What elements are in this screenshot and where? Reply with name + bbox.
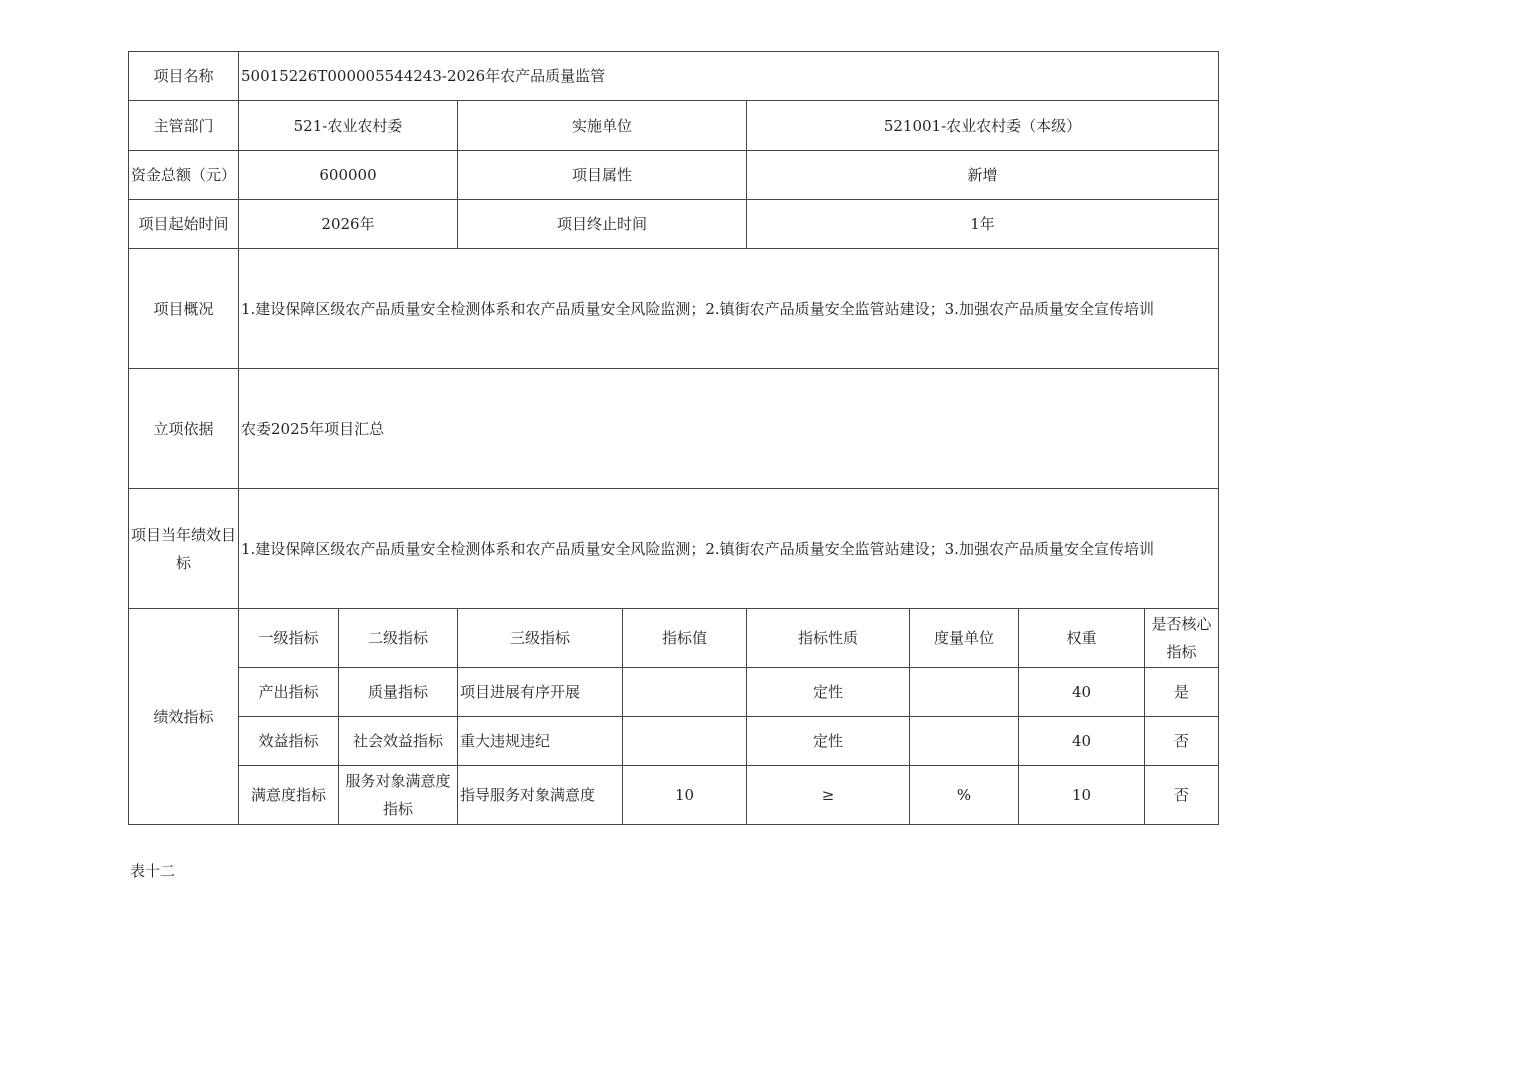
header-core: 是否核心指标 (1145, 609, 1219, 668)
row-annual-goal (129, 489, 1219, 609)
row-department (129, 101, 1219, 151)
header-level3: 三级指标 (458, 609, 623, 668)
cell-level3: 项目进展有序开展 (458, 668, 623, 717)
performance-indicators-label: 绩效指标 (129, 609, 239, 825)
project-name-value: 50015226T000005544243-2026年农产品质量监管 (239, 52, 1219, 101)
end-time-value: 1年 (747, 200, 1219, 249)
cell-weight: 40 (1019, 717, 1145, 766)
cell-level2: 服务对象满意度指标 (339, 766, 458, 825)
cell-indicator-nature: ≥ (747, 766, 910, 825)
cell-level1: 效益指标 (239, 717, 339, 766)
project-attribute-value: 新增 (747, 151, 1219, 200)
indicator-row (129, 717, 1219, 766)
start-time-value: 2026年 (239, 200, 458, 249)
basis-label: 立项依据 (129, 369, 239, 489)
cell-core: 否 (1145, 717, 1219, 766)
header-level2: 二级指标 (339, 609, 458, 668)
row-overview (129, 249, 1219, 369)
department-label: 主管部门 (129, 101, 239, 151)
implementing-unit-value: 521001-农业农村委（本级） (747, 101, 1219, 151)
cell-unit (910, 668, 1019, 717)
cell-core: 否 (1145, 766, 1219, 825)
header-unit: 度量单位 (910, 609, 1019, 668)
fund-total-label: 资金总额（元） (129, 151, 239, 200)
end-time-label: 项目终止时间 (458, 200, 747, 249)
row-project-name (129, 52, 1219, 101)
cell-level1: 满意度指标 (239, 766, 339, 825)
project-performance-table (128, 51, 1219, 825)
annual-goal-label: 项目当年绩效目标 (129, 489, 239, 609)
cell-indicator-nature: 定性 (747, 668, 910, 717)
cell-level3: 重大违规违纪 (458, 717, 623, 766)
cell-unit: % (910, 766, 1019, 825)
cell-level1: 产出指标 (239, 668, 339, 717)
annual-goal-value: 1.建设保障区级农产品质量安全检测体系和农产品质量安全风险监测；2.镇街农产品质量安全监管站建设；3.加强农产品质量安全宣传培训 (239, 489, 1219, 609)
header-indicator-nature: 指标性质 (747, 609, 910, 668)
indicator-row (129, 766, 1219, 825)
cell-level2: 社会效益指标 (339, 717, 458, 766)
project-name-label: 项目名称 (129, 52, 239, 101)
basis-value: 农委2025年项目汇总 (239, 369, 1219, 489)
cell-unit (910, 717, 1019, 766)
fund-total-value: 600000 (239, 151, 458, 200)
overview-value: 1.建设保障区级农产品质量安全检测体系和农产品质量安全风险监测；2.镇街农产品质量安全监管站建设；3.加强农产品质量安全宣传培训 (239, 249, 1219, 369)
row-basis (129, 369, 1219, 489)
implementing-unit-label: 实施单位 (458, 101, 747, 151)
header-indicator-value: 指标值 (623, 609, 747, 668)
cell-weight: 40 (1019, 668, 1145, 717)
cell-indicator-nature: 定性 (747, 717, 910, 766)
cell-indicator-value (623, 717, 747, 766)
cell-indicator-value (623, 668, 747, 717)
overview-label: 项目概况 (129, 249, 239, 369)
cell-level3: 指导服务对象满意度 (458, 766, 623, 825)
project-attribute-label: 项目属性 (458, 151, 747, 200)
table-caption: 表十二 (130, 862, 176, 880)
cell-level2: 质量指标 (339, 668, 458, 717)
cell-indicator-value: 10 (623, 766, 747, 825)
indicator-header-row (129, 609, 1219, 668)
row-fund (129, 151, 1219, 200)
indicator-row (129, 668, 1219, 717)
cell-core: 是 (1145, 668, 1219, 717)
department-value: 521-农业农村委 (239, 101, 458, 151)
cell-weight: 10 (1019, 766, 1145, 825)
row-period (129, 200, 1219, 249)
header-level1: 一级指标 (239, 609, 339, 668)
header-weight: 权重 (1019, 609, 1145, 668)
start-time-label: 项目起始时间 (129, 200, 239, 249)
